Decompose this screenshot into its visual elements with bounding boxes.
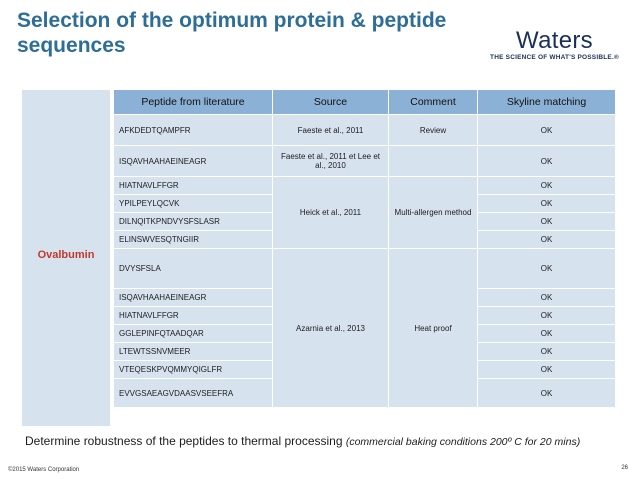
logo-tagline: THE SCIENCE OF WHAT'S POSSIBLE.®: [490, 54, 619, 61]
peptide-cell: DVYSFSLA: [114, 249, 273, 289]
footer-main: Determine robustness of the peptides to thermal processing: [25, 434, 346, 448]
copyright: ©2015 Waters Corporation: [8, 467, 80, 473]
matching-cell: OK: [478, 231, 616, 249]
peptide-cell: ELINSWVESQTNGIIR: [114, 231, 273, 249]
peptide-cell: HIATNAVLFFGR: [114, 177, 273, 195]
table-row: [114, 115, 616, 146]
footer-conditions: (commercial baking conditions 200º C for 20 mins): [345, 436, 581, 448]
peptide-cell: YPILPEYLQCVK: [114, 195, 273, 213]
peptide-cell: ISQAVHAAHAEINEAGR: [114, 289, 273, 307]
slide-title: Selection of the optimum protein & peptide sequences: [17, 9, 447, 57]
protein-label: Ovalbumin: [37, 249, 95, 261]
header-skyline: Skyline matching: [478, 90, 616, 115]
matching-cell: OK: [478, 343, 616, 361]
table-row: [114, 146, 616, 177]
peptide-cell: LTEWTSSNVMEER: [114, 343, 273, 361]
peptide-cell: HIATNAVLFFGR: [114, 307, 273, 325]
logo-name: Waters: [516, 27, 593, 54]
matching-cell: OK: [478, 195, 616, 213]
source-cell: Heick et al., 2011: [273, 177, 389, 249]
footer-note: [25, 433, 615, 451]
header-source: Source: [273, 90, 389, 115]
peptide-cell: AFKDEDTQAMPFR: [114, 115, 273, 146]
peptide-cell: GGLEPINFQTAADQAR: [114, 325, 273, 343]
peptide-cell: EVVGSAEAGVDAASVSEEFRA: [114, 379, 273, 408]
comment-cell: Review: [389, 115, 478, 146]
matching-cell: OK: [478, 307, 616, 325]
peptide-cell: ISQAVHAAHAEINEAGR: [114, 146, 273, 177]
protein-label-cell: [22, 90, 110, 426]
matching-cell: OK: [478, 249, 616, 289]
peptide-table: [113, 89, 616, 408]
matching-cell: OK: [478, 325, 616, 343]
comment-cell: Multi-allergen method: [389, 177, 478, 249]
table-row: [114, 249, 616, 289]
matching-cell: OK: [478, 146, 616, 177]
waters-logo: [487, 28, 622, 62]
source-cell: Faeste et al., 2011: [273, 115, 389, 146]
peptide-cell: VTEQESKPVQMMYQIGLFR: [114, 361, 273, 379]
comment-cell: Heat proof: [389, 249, 478, 408]
table-header-row: [114, 90, 616, 115]
comment-cell: [389, 146, 478, 177]
matching-cell: OK: [478, 177, 616, 195]
table-row: [114, 177, 616, 195]
header-comment: Comment: [389, 90, 478, 115]
page-number: 26: [621, 465, 628, 471]
header-peptide: Peptide from literature: [114, 90, 273, 115]
peptide-cell: DILNQITKPNDVYSFSLASR: [114, 213, 273, 231]
matching-cell: OK: [478, 289, 616, 307]
matching-cell: OK: [478, 115, 616, 146]
matching-cell: OK: [478, 379, 616, 408]
matching-cell: OK: [478, 361, 616, 379]
matching-cell: OK: [478, 213, 616, 231]
source-cell: Azarnia et al., 2013: [273, 249, 389, 408]
source-cell: Faeste et al., 2011 et Lee et al., 2010: [273, 146, 389, 177]
